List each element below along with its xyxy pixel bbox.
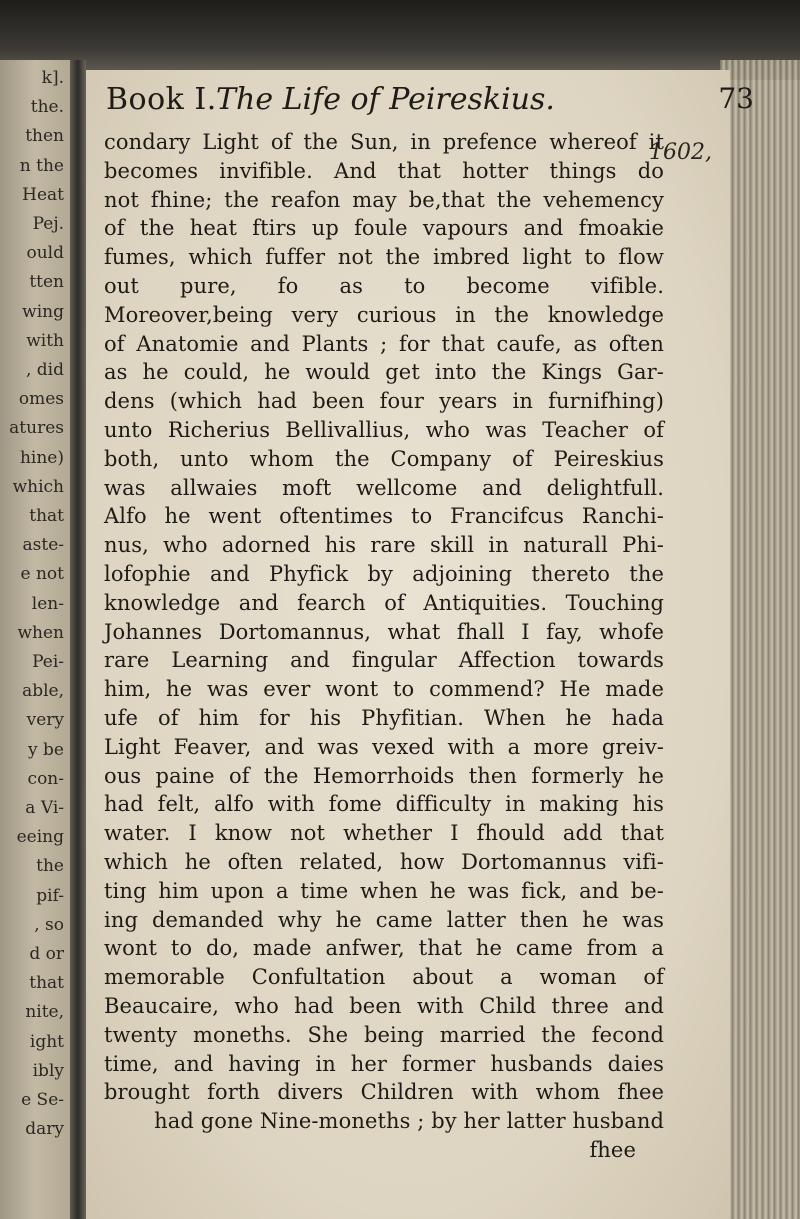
facing-page-fragment <box>0 60 70 1219</box>
facing-page-text: omes <box>18 389 64 410</box>
facing-page-text: d or <box>29 944 64 964</box>
text-line: becomes invifible. And that hotter things do <box>104 158 664 183</box>
facing-page-text: the. <box>30 97 64 118</box>
facing-page-text: tten <box>29 272 64 293</box>
text-line: dens (which had been four years in furnifhing) <box>104 389 664 414</box>
facing-page-text: which <box>12 476 64 497</box>
facing-page-text: that <box>29 973 64 994</box>
text-line: not fhine; the reafon may be,that the vehemency <box>104 187 664 212</box>
text-line: twenty moneths. She being married the fecond <box>104 1022 664 1047</box>
text-line: of the heat ftirs up foule vapours and fmoakie <box>104 216 664 241</box>
facing-page-text: Pei- <box>32 652 64 672</box>
text-line: knowledge and fearch of Antiquities. Touching <box>104 590 664 615</box>
page-stack-edge <box>720 60 800 1219</box>
facing-page-text: ight <box>29 1031 64 1052</box>
text-line: condary Light of the Sun, in prefence whereof it <box>104 130 664 154</box>
text-line: of Anatomie and Plants ; for that caufe, as often <box>104 331 664 356</box>
text-line: nus, who adorned his rare skill in naturall Phi- <box>104 533 664 558</box>
facing-page-text: , so <box>34 914 64 935</box>
facing-page-text: able, <box>22 681 64 702</box>
text-line: memorable Confultation about a woman of <box>104 965 664 990</box>
facing-page-text: y be <box>28 739 64 760</box>
text-line: had felt, alfo with fome difficulty in making his <box>104 792 664 817</box>
text-line: as he could, he would get into the Kings Gar- <box>104 360 664 385</box>
facing-page-text: Pej. <box>32 214 64 234</box>
facing-page-text: ould <box>26 243 64 264</box>
facing-page-text: the <box>36 856 64 877</box>
text-line: water. I know not whether I fhould add that <box>104 821 664 846</box>
text-line: fumes, which fuffer not the imbred light to flow <box>104 245 664 270</box>
scan-top-edge <box>0 0 800 80</box>
facing-page-text: con- <box>27 768 64 789</box>
text-line: brought forth divers Children with whom fhee <box>104 1080 664 1105</box>
facing-page-text: that <box>29 506 64 526</box>
text-line: Light Feaver, and was vexed with a more greiv- <box>104 734 664 759</box>
facing-page-text: a Vi- <box>25 798 64 818</box>
text-line: was allwaies moft wellcome and delightfull. <box>104 475 664 500</box>
text-line: had gone Nine-moneths ; by her latter husband <box>154 1109 664 1134</box>
running-head <box>106 78 754 128</box>
facing-page-text: aste- <box>22 535 64 556</box>
facing-page-text: hine) <box>19 447 64 468</box>
text-line: Alfo he went oftentimes to Francifcus Ranchi- <box>104 504 664 529</box>
facing-page-text: then <box>25 126 64 147</box>
text-line: rare Learning and fingular Affection towards <box>104 648 664 673</box>
facing-page-text: e Se- <box>21 1090 64 1110</box>
text-line: time, and having in her former husbands daies <box>104 1051 664 1076</box>
text-line: out pure, fo as to become vifible. <box>104 273 664 298</box>
text-line: Moreover,being very curious in the knowledge <box>104 302 664 327</box>
text-line: both, unto whom the Company of Peireskius <box>104 446 664 471</box>
facing-page-text: wing <box>22 301 64 322</box>
text-line: wont to do, made anfwer, that he came from a <box>104 936 664 961</box>
book-gutter <box>70 60 86 1219</box>
facing-page-text: ibly <box>32 1060 64 1081</box>
facing-page-text: with <box>26 330 64 351</box>
text-line: ing demanded why he came latter then he was <box>104 907 664 932</box>
text-line: Beaucaire, who had been with Child three and <box>104 993 664 1018</box>
text-line: ufe of him for his Phyfitian. When he hada <box>104 705 664 730</box>
text-line: which he often related, how Dortomannus vifi- <box>104 849 664 874</box>
facing-page-text: e not <box>20 564 64 585</box>
facing-page-text: len- <box>31 593 64 614</box>
facing-page-text: nite, <box>25 1002 64 1023</box>
facing-page-text: n the <box>19 155 64 176</box>
book-number: Book I. <box>106 82 217 117</box>
facing-page-text: when <box>17 622 64 643</box>
text-line: ting him upon a time when he was fick, and be- <box>104 878 664 903</box>
margin-note-year: 1602, <box>649 140 712 165</box>
running-title: The Life of Peireskius. <box>216 82 555 117</box>
text-line: lofophie and Phyfick by adjoining thereto the <box>104 561 664 586</box>
text-line: unto Richerius Bellivallius, who was Teacher of <box>104 417 664 442</box>
text-line: him, he was ever wont to commend? He made <box>104 677 664 702</box>
catchword: fhee <box>589 1137 636 1162</box>
facing-page-text: dary <box>25 1119 64 1140</box>
text-line: ous paine of the Hemorrhoids then formerly he <box>104 763 664 788</box>
page-number: 73 <box>718 82 754 115</box>
facing-page-text: eeing <box>16 827 64 848</box>
facing-page-text: very <box>26 710 64 731</box>
facing-page-text: atures <box>9 418 64 439</box>
facing-page-text: , did <box>25 360 64 380</box>
text-line: Johannes Dortomannus, what fhall I fay, whofe <box>104 619 664 644</box>
facing-page-text: Heat <box>22 184 64 205</box>
facing-page-text: pif- <box>36 885 64 906</box>
facing-page-text: k]. <box>41 68 64 88</box>
body-text <box>104 128 664 1165</box>
book-page <box>86 70 754 1219</box>
